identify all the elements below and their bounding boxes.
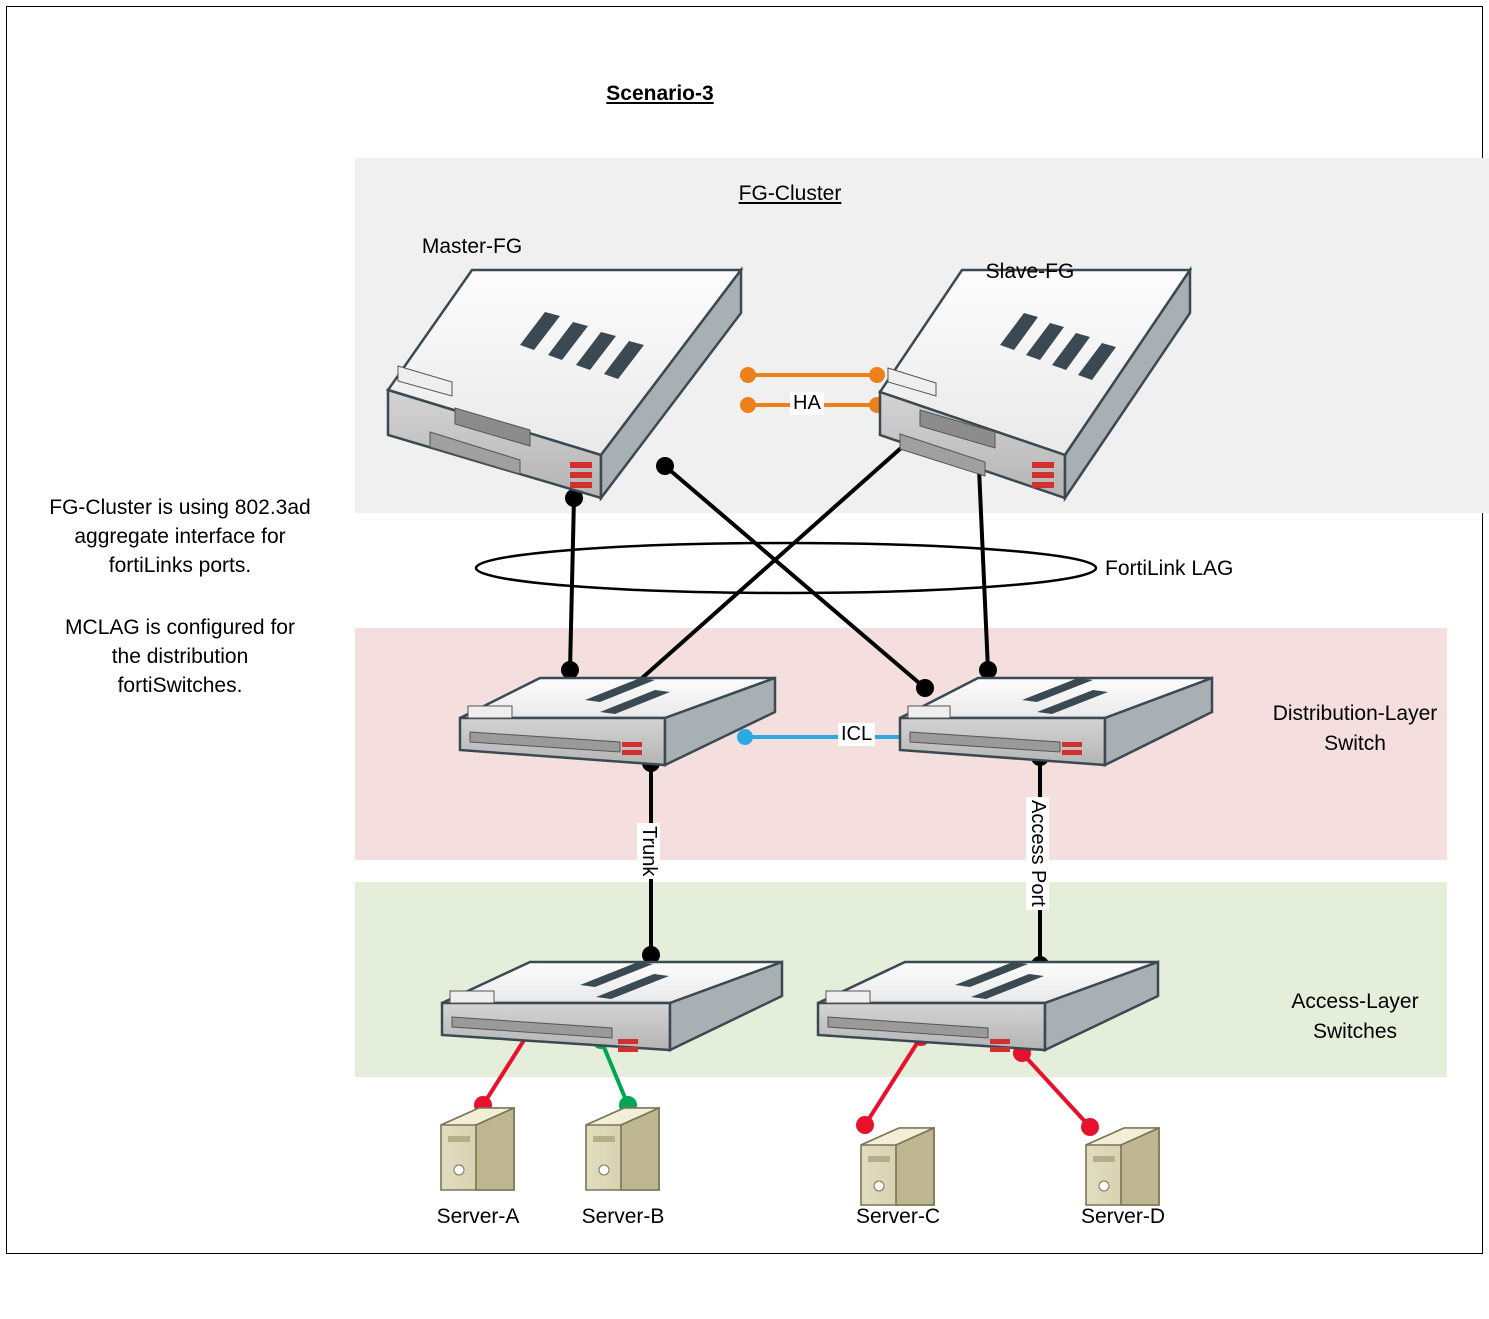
device-slave-fg[interactable] xyxy=(880,270,1190,500)
device-server-c[interactable] xyxy=(861,1128,934,1205)
zone-side-label-access-l2: Switches xyxy=(1312,1020,1398,1043)
device-dist-switch-right[interactable] xyxy=(900,678,1212,765)
device-access-switch-right[interactable] xyxy=(818,962,1158,1052)
device-dist-switch-left[interactable] xyxy=(460,678,775,765)
device-server-d[interactable] xyxy=(1086,1128,1159,1205)
device-label-server-c: Server-C xyxy=(855,1205,940,1228)
note-1-line-2: aggregate interface for xyxy=(74,525,286,548)
device-label-server-a: Server-A xyxy=(436,1205,520,1228)
page-title: Scenario-3 xyxy=(606,82,714,105)
device-access-switch-left[interactable] xyxy=(442,962,782,1052)
zone-label-fg-cluster: FG-Cluster xyxy=(738,182,842,205)
link-label-fortilink-lag: FortiLink LAG xyxy=(1105,557,1234,580)
note-2-line-3: fortiSwitches. xyxy=(117,674,243,697)
note-1-line-1: FG-Cluster is using 802.3ad xyxy=(49,496,311,519)
device-master-fg[interactable] xyxy=(388,270,741,498)
device-label-server-d: Server-D xyxy=(1080,1205,1165,1228)
note-2-line-2: the distribution xyxy=(111,645,249,668)
device-server-b[interactable] xyxy=(586,1108,659,1190)
link-label-access-port: Access Port xyxy=(1026,797,1049,910)
device-label-server-b: Server-B xyxy=(581,1205,665,1228)
link-label-icl: ICL xyxy=(838,723,875,746)
device-label-slave-fg: Slave-FG xyxy=(985,260,1075,283)
device-server-a[interactable] xyxy=(441,1108,514,1190)
zone-side-label-distribution-l1: Distribution-Layer xyxy=(1272,702,1438,725)
link-label-ha: HA xyxy=(790,392,824,415)
link-label-trunk: Trunk xyxy=(637,823,660,879)
zone-side-label-distribution-l2: Switch xyxy=(1324,732,1386,755)
note-2-line-1: MCLAG is configured for xyxy=(65,616,295,639)
zone-side-label-access-l1: Access-Layer xyxy=(1291,990,1419,1013)
note-1-line-3: fortiLinks ports. xyxy=(108,554,252,577)
device-label-master-fg: Master-FG xyxy=(421,235,523,258)
